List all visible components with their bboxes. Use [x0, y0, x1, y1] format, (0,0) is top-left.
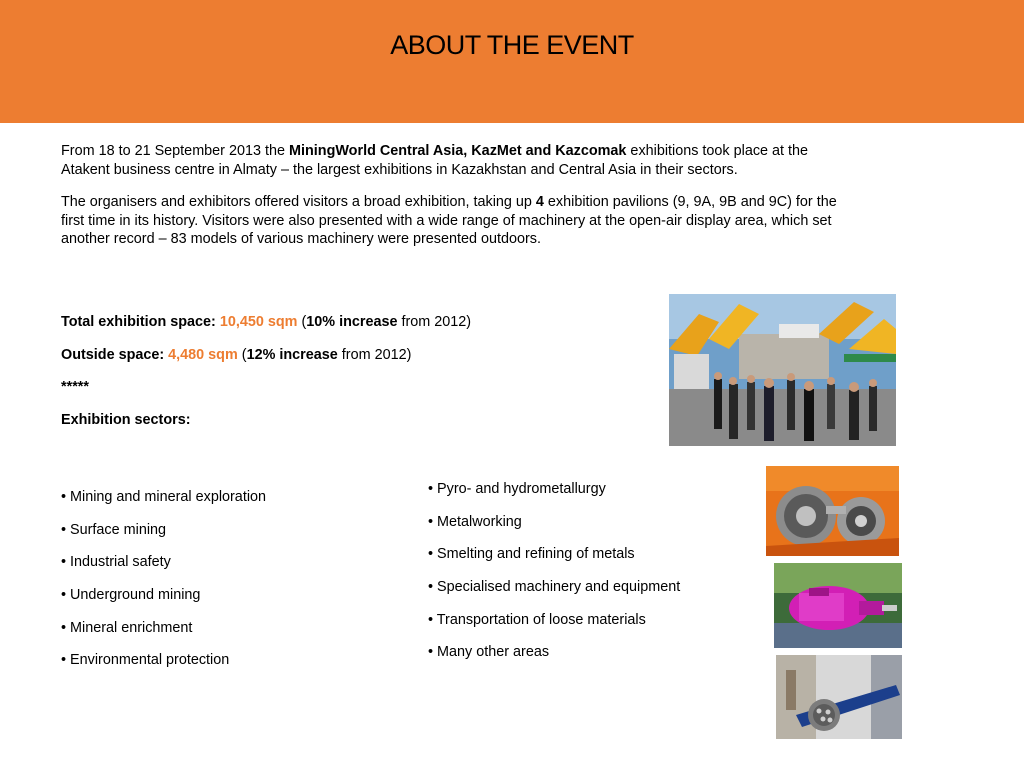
- total-space-stat: Total exhibition space: 10,450 sqm (10% increase from 2012): [61, 314, 472, 330]
- drill-bit-photo: [776, 655, 902, 739]
- intro-text-cont: exhibitions took place at the Atakent business centre in Almaty – the largest exhibitions in Kazakhstan and Central Asia in their sectors.: [61, 143, 809, 178]
- list-item: • Specialised machinery and equipment: [428, 579, 681, 596]
- list-item: • Mining and mineral exploration: [61, 489, 267, 505]
- event-names: MiningWorld Central Asia, KazMet and Kazcomak: [289, 143, 627, 159]
- list-item: • Environmental protection: [61, 652, 230, 669]
- outside-space-increase: 12% increase: [246, 347, 338, 363]
- total-space-increase: 10% increase: [306, 314, 398, 330]
- sectors-list-right: [428, 480, 680, 676]
- outside-space-stat: Outside space: 4,480 sqm (12% increase from 2012): [61, 347, 412, 363]
- intro-text: The organisers and exhibitors offered visitors a broad exhibition, taking up: [61, 194, 536, 210]
- list-item: • Metalworking: [428, 513, 522, 530]
- intro-text: From 18 to 21 September 2013 the: [61, 143, 289, 159]
- list-item: • Surface mining: [61, 521, 167, 538]
- list-item: • Pyro- and hydrometallurgy: [428, 481, 606, 497]
- list-item: • Many other areas: [428, 644, 550, 661]
- page-title: ABOUT THE EVENT: [390, 30, 634, 60]
- outside-space-value: 4,480 sqm: [168, 347, 238, 363]
- list-item: • Transportation of loose materials: [428, 611, 646, 628]
- separator: *****: [61, 379, 90, 395]
- header-banner: [0, 0, 1024, 123]
- pavilion-count: 4: [535, 194, 544, 210]
- intro-text-cont: exhibition pavilions (9, 9A, 9B and 9C) for the first time in its history. Visitors were also presented with a wide range of machinery at the open-air display area, which set another record – 83 models of various machinery were presented outdoors.: [61, 194, 837, 247]
- sectors-list-left: [61, 488, 266, 684]
- gearbox-photo: [766, 466, 899, 556]
- list-item: • Mineral enrichment: [61, 619, 193, 636]
- list-item: • Industrial safety: [61, 554, 171, 571]
- list-item: • Underground mining: [61, 587, 201, 604]
- intro-paragraph-1: [61, 142, 841, 179]
- intro-paragraph-2: [61, 193, 841, 249]
- sectors-heading: Exhibition sectors:: [61, 412, 191, 428]
- exhibition-crowd-photo: [669, 294, 896, 446]
- total-space-value: 10,450 sqm: [219, 314, 298, 330]
- list-item: • Smelting and refining of metals: [428, 546, 635, 563]
- motor-photo: [774, 563, 902, 648]
